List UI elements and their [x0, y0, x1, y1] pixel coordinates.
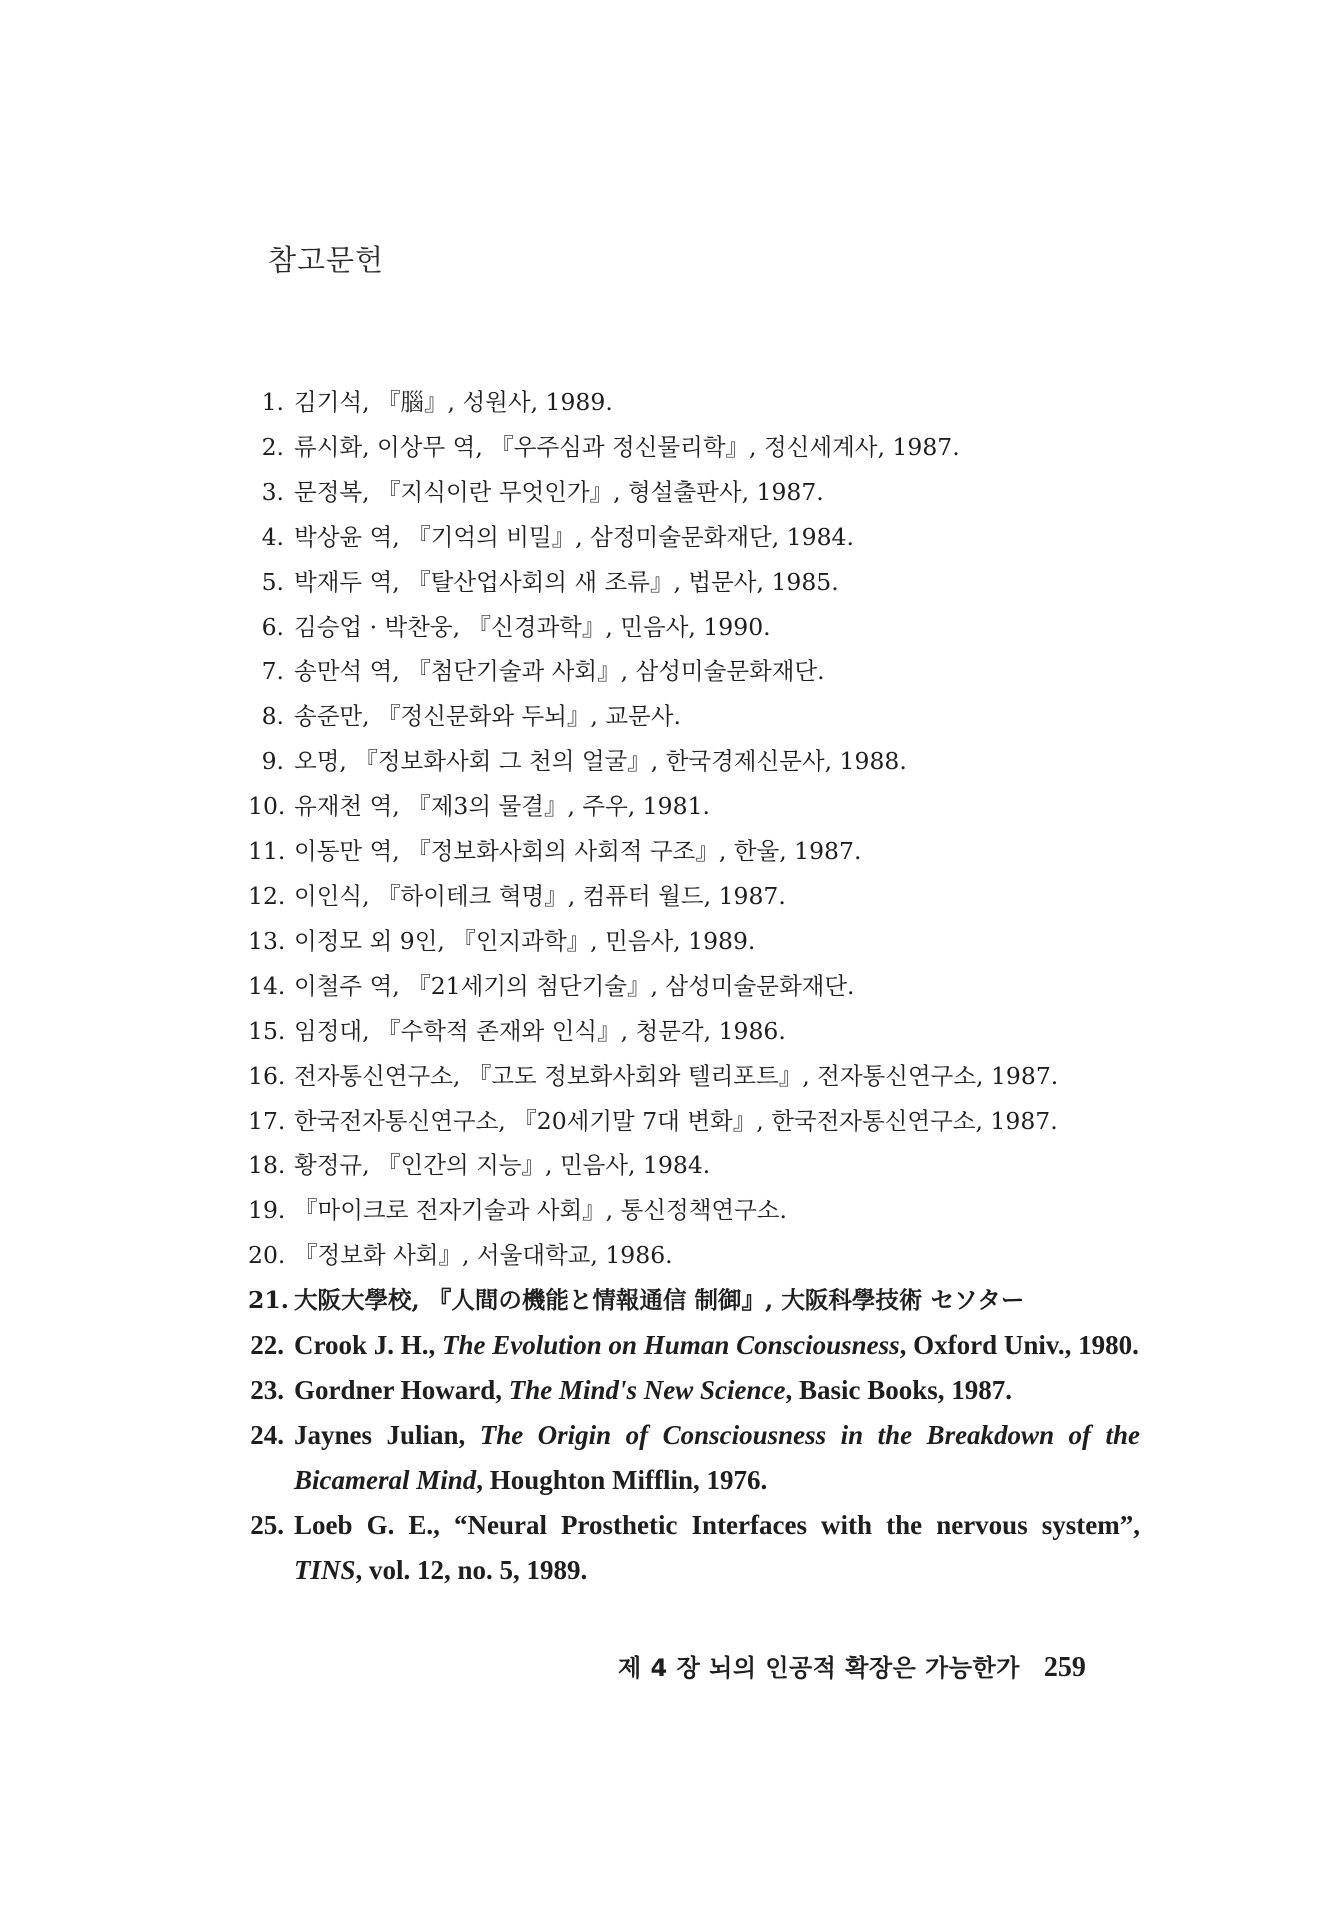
reference-number: 21. — [248, 1286, 289, 1315]
reference-number: 3. — [261, 477, 284, 506]
reference-number: 11. — [248, 837, 286, 866]
reference-item — [248, 964, 1128, 1009]
reference-text: 大阪大學校, 『人間の機能と情報通信 制御』, 大阪科學技術 セソター — [294, 1286, 1025, 1315]
reference-publication: , Houghton Mifflin, 1976. — [476, 1464, 768, 1495]
reference-title: The Evolution on Human Consciousness — [442, 1330, 900, 1361]
reference-item — [248, 380, 1128, 425]
reference-publication: , Oxford Univ., 1980. — [899, 1330, 1139, 1361]
reference-publication: , Basic Books, 1987. — [785, 1374, 1013, 1405]
reference-item — [248, 1143, 1128, 1188]
reference-text: 한국전자통신연구소, 『20세기말 7대 변화』, 한국전자통신연구소, 1987. — [294, 1106, 1058, 1135]
reference-item — [248, 560, 1128, 605]
reference-item — [248, 1099, 1128, 1144]
reference-text: 『마이크로 전자기술과 사회』, 통신정책연구소. — [294, 1196, 787, 1225]
reference-item — [248, 1278, 1128, 1323]
reference-item — [248, 515, 1128, 560]
reference-item — [248, 425, 1128, 470]
reference-number: 2. — [261, 432, 284, 461]
reference-number: 25. — [250, 1509, 284, 1540]
reference-item — [248, 1503, 1140, 1593]
reference-text — [294, 1323, 1140, 1368]
reference-item — [248, 739, 1128, 784]
reference-text: 박상윤 역, 『기억의 비밀』, 삼정미술문화재단, 1984. — [294, 522, 854, 551]
reference-text: 오명, 『정보화사회 그 천의 얼굴』, 한국경제신문사, 1988. — [294, 747, 907, 776]
reference-item — [248, 1413, 1140, 1503]
reference-item — [248, 1188, 1128, 1233]
reference-number: 10. — [248, 792, 286, 821]
reference-text: 김승업 · 박찬웅, 『신경과학』, 민음사, 1990. — [294, 612, 771, 641]
reference-item — [248, 649, 1128, 694]
reference-title: The Mind's New Science — [508, 1374, 786, 1405]
reference-list — [248, 380, 1140, 1592]
page-number: 259 — [1043, 1652, 1086, 1683]
reference-number: 19. — [248, 1196, 286, 1225]
running-footer — [618, 1648, 1086, 1684]
reference-text: 박재두 역, 『탈산업사회의 새 조류』, 법문사, 1985. — [294, 567, 839, 596]
reference-text: 전자통신연구소, 『고도 정보화사회와 텔리포트』, 전자통신연구소, 1987. — [294, 1061, 1059, 1090]
reference-number: 1. — [261, 388, 284, 416]
reference-item — [248, 694, 1128, 739]
reference-author: Jaynes Julian, — [294, 1419, 480, 1450]
reference-author: Gordner Howard, — [294, 1374, 509, 1405]
reference-item — [248, 1009, 1128, 1054]
reference-number: 14. — [248, 971, 286, 1000]
reference-text: 이동만 역, 『정보화사회의 사회적 구조』, 한울, 1987. — [294, 837, 862, 866]
reference-item — [248, 919, 1128, 964]
chapter-title: 제 4 장 뇌의 인공적 확장은 가능한가 — [618, 1654, 1020, 1682]
section-title: 참고문헌 — [268, 243, 385, 277]
reference-text — [294, 1368, 1140, 1413]
reference-text — [294, 1413, 1140, 1503]
reference-item — [248, 470, 1128, 515]
reference-item — [248, 829, 1128, 874]
reference-text: 임정대, 『수학적 존재와 인식』, 청문각, 1986. — [294, 1016, 786, 1045]
reference-item — [248, 1233, 1128, 1278]
reference-item — [248, 1323, 1139, 1368]
reference-text — [294, 1503, 1140, 1593]
reference-author: Crook J. H., — [294, 1330, 443, 1361]
reference-number: 13. — [248, 926, 286, 955]
reference-text: 문정복, 『지식이란 무엇인가』, 형설출판사, 1987. — [294, 477, 824, 506]
reference-item — [248, 605, 1128, 650]
reference-number: 18. — [248, 1151, 286, 1180]
reference-number: 4. — [261, 522, 284, 551]
reference-number: 24. — [250, 1419, 284, 1450]
reference-text: 이정모 외 9인, 『인지과학』, 민음사, 1989. — [294, 926, 756, 955]
reference-number: 23. — [250, 1374, 284, 1405]
reference-number: 7. — [261, 657, 284, 686]
reference-number: 12. — [248, 881, 286, 910]
reference-title: The Origin of Consciousness in the Breakdown of the Bicameral Mind — [294, 1419, 1140, 1495]
reference-item — [248, 874, 1128, 919]
reference-number: 22. — [250, 1330, 284, 1361]
reference-item — [248, 1368, 1128, 1413]
reference-text: 『정보화 사회』, 서울대학교, 1986. — [294, 1241, 673, 1270]
reference-number: 15. — [248, 1016, 286, 1045]
reference-number: 20. — [248, 1241, 286, 1270]
reference-title: TINS — [294, 1554, 356, 1585]
reference-text: 이철주 역, 『21세기의 첨단기술』, 삼성미술문화재단. — [294, 971, 855, 1000]
reference-text: 송만석 역, 『첨단기술과 사회』, 삼성미술문화재단. — [294, 657, 825, 686]
reference-author: Loeb G. E., “Neural Prosthetic Interfaces with the nervous system”, — [294, 1509, 1140, 1540]
reference-text: 류시화, 이상무 역, 『우주심과 정신물리학』, 정신세계사, 1987. — [294, 432, 960, 461]
reference-number: 17. — [248, 1106, 286, 1135]
reference-text: 유재천 역, 『제3의 물결』, 주우, 1981. — [294, 792, 710, 821]
reference-item — [248, 1054, 1128, 1099]
reference-text: 김기석, 『腦』, 성원사, 1989. — [294, 388, 613, 416]
reference-number: 8. — [261, 702, 284, 731]
reference-publication: , vol. 12, no. 5, 1989. — [355, 1554, 588, 1585]
reference-text: 송준만, 『정신문화와 두뇌』, 교문사. — [294, 702, 681, 731]
reference-text: 이인식, 『하이테크 혁명』, 컴퓨터 월드, 1987. — [294, 881, 786, 910]
reference-number: 16. — [248, 1061, 286, 1090]
reference-number: 6. — [261, 612, 284, 641]
reference-item — [248, 784, 1128, 829]
reference-number: 5. — [261, 567, 284, 596]
reference-number: 9. — [261, 747, 284, 776]
reference-text: 황정규, 『인간의 지능』, 민음사, 1984. — [294, 1151, 711, 1180]
